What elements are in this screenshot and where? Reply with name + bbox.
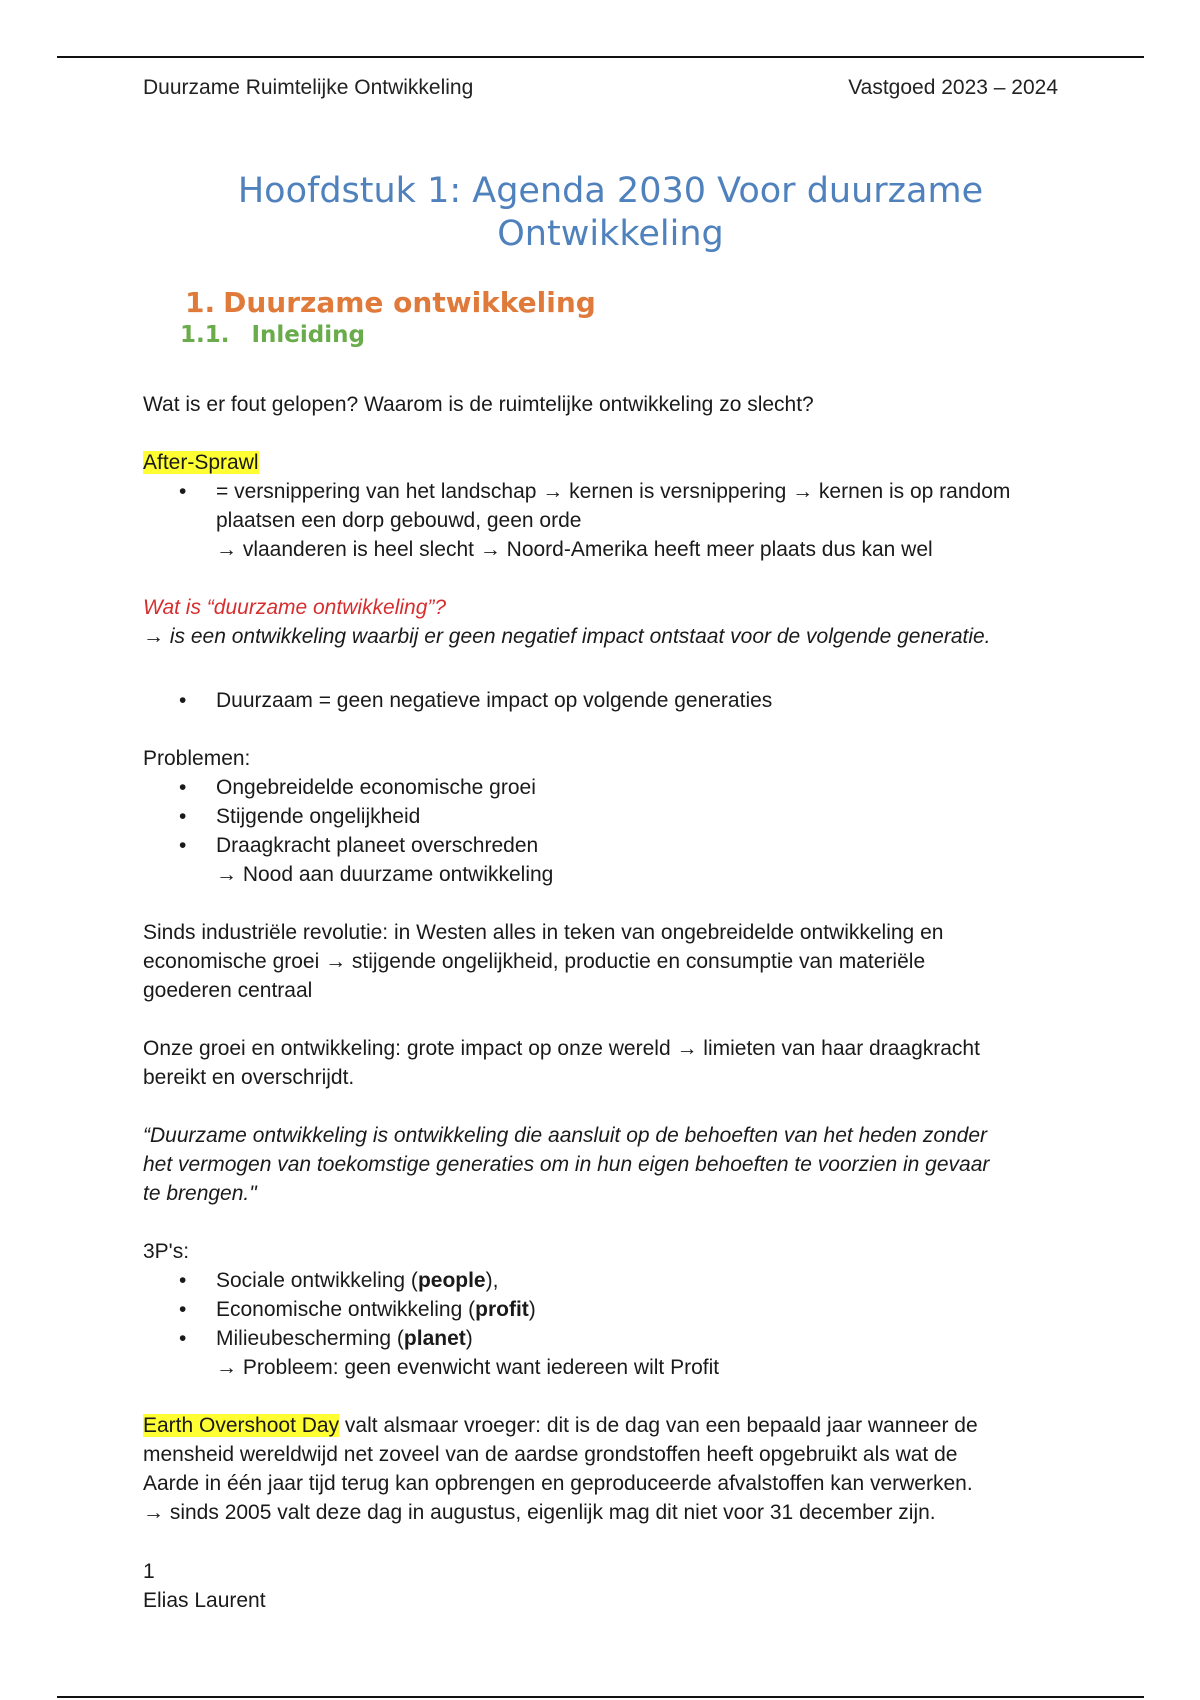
three-p-text: Sociale ontwikkeling ( <box>216 1269 418 1292</box>
bullet-icon: • <box>179 1269 187 1292</box>
author-name: Elias Laurent <box>143 1589 266 1612</box>
after-sprawl-line1: = versnippering van het landschap → kernen is versnippering → kernen is op random <box>216 480 1011 503</box>
bullet-icon: • <box>179 834 187 857</box>
list-item <box>143 1324 1058 1353</box>
overshoot-label: Earth Overshoot Day <box>143 1414 340 1437</box>
subsection-title: Inleiding <box>251 322 365 348</box>
bullet-icon: • <box>179 1327 187 1350</box>
list-item <box>143 477 1058 564</box>
footer-rule <box>57 1696 1144 1698</box>
three-p-keyword: profit <box>475 1298 529 1321</box>
quote-line2: het vermogen van toekomstige generaties om in hun eigen behoeften te voorzien in gevaar <box>143 1153 990 1176</box>
growth-line2: bereikt en overschrijdt. <box>143 1066 355 1089</box>
bullet-icon: • <box>179 689 187 712</box>
after-sprawl-list <box>143 477 1058 564</box>
three-p-text: Economische ontwikkeling ( <box>216 1298 476 1321</box>
header-year: Vastgoed 2023 – 2024 <box>848 76 1058 99</box>
quote-line3: te brengen." <box>143 1182 257 1205</box>
document-page <box>143 70 1058 1615</box>
list-item <box>143 686 1058 715</box>
after-sprawl-line3: → vlaanderen is heel slecht → Noord-Amerika heeft meer plaats dus kan wel <box>216 538 933 561</box>
bullet-icon: • <box>179 480 187 503</box>
list-item <box>143 1295 1058 1324</box>
list-item <box>143 802 1058 831</box>
intro-question: Wat is er fout gelopen? Waarom is de ruimtelijke ontwikkeling zo slecht? <box>143 393 814 416</box>
three-p-conclusion: → Probleem: geen evenwicht want iedereen wilt Profit <box>216 1356 720 1379</box>
overshoot-line1-rest: valt alsmaar vroeger: dit is de dag van een bepaald jaar wanneer de <box>339 1414 978 1437</box>
industrial-line1: Sinds industriële revolutie: in Westen alles in teken van ongebreidelde ontwikkeling en <box>143 921 944 944</box>
bullet-icon: • <box>179 805 187 828</box>
three-p-after: ) <box>528 1298 536 1321</box>
overshoot-line2: mensheid wereldwijd net zoveel van de aardse grondstoffen heeft opgebruikt als wat de <box>143 1443 958 1466</box>
three-p-after: ) <box>465 1327 473 1350</box>
after-sprawl-line2: plaatsen een dorp gebouwd, geen orde <box>216 509 582 532</box>
industrial-line2: economische groei → stijgende ongelijkheid, productie en consumptie van materiële <box>143 950 926 973</box>
quote-line1: “Duurzame ontwikkeling is ontwikkeling die aansluit op de behoeften van het heden zonder <box>143 1124 988 1147</box>
three-p-after: ), <box>485 1269 499 1292</box>
definition-answer: → is een ontwikkeling waarbij er geen negatief impact ontstaat voor de volgende generatie. <box>143 625 991 648</box>
problemen-label: Problemen: <box>143 747 251 770</box>
problemen-list <box>143 773 1058 860</box>
header-course: Duurzame Ruimtelijke Ontwikkeling <box>143 76 474 99</box>
overshoot-line1 <box>143 1411 1058 1440</box>
three-p-keyword: planet <box>403 1327 466 1350</box>
overshoot-line4: → sinds 2005 valt deze dag in augustus, eigenlijk mag dit niet voor 31 december zijn. <box>143 1501 936 1524</box>
definition-question: Wat is “duurzame ontwikkeling”? <box>143 596 447 619</box>
section-heading <box>185 286 1058 320</box>
chapter-title-line2: Ontwikkeling <box>497 214 724 254</box>
growth-line1: Onze groei en ontwikkeling: grote impact op onze wereld → limieten van haar draagkracht <box>143 1037 980 1060</box>
page-number: 1 <box>143 1560 155 1583</box>
three-p-list <box>143 1266 1058 1353</box>
bullet-icon: • <box>179 1298 187 1321</box>
section-title: Duurzame ontwikkeling <box>223 286 596 319</box>
list-item <box>143 773 1058 802</box>
industrial-line3: goederen centraal <box>143 979 313 1002</box>
page-footer <box>143 1557 1058 1615</box>
problemen-item: Draagkracht planeet overschreden <box>216 834 539 857</box>
subsection-number: 1.1. <box>180 322 230 348</box>
section-number: 1. <box>185 286 216 319</box>
chapter-title-line1: Hoofdstuk 1: Agenda 2030 Voor duurzame <box>237 171 984 211</box>
duurzaam-text: Duurzaam = geen negatieve impact op volgende generaties <box>216 689 773 712</box>
page-header <box>143 70 1058 106</box>
three-p-text: Milieubescherming ( <box>216 1327 404 1350</box>
three-p-label: 3P's: <box>143 1240 190 1263</box>
list-item <box>143 1266 1058 1295</box>
problemen-item: Ongebreidelde economische groei <box>216 776 536 799</box>
problemen-conclusion: → Nood aan duurzame ontwikkeling <box>216 863 554 886</box>
duurzaam-list <box>143 686 1058 715</box>
overshoot-line3: Aarde in één jaar tijd terug kan opbrengen en geproduceerde afvalstoffen kan verwerken. <box>143 1472 973 1495</box>
header-rule <box>57 56 1144 58</box>
subsection-heading <box>180 320 1058 350</box>
after-sprawl-label: After-Sprawl <box>143 451 259 474</box>
chapter-title <box>143 170 1058 256</box>
list-item <box>143 831 1058 860</box>
bullet-icon: • <box>179 776 187 799</box>
three-p-keyword: people <box>417 1269 486 1292</box>
problemen-item: Stijgende ongelijkheid <box>216 805 421 828</box>
